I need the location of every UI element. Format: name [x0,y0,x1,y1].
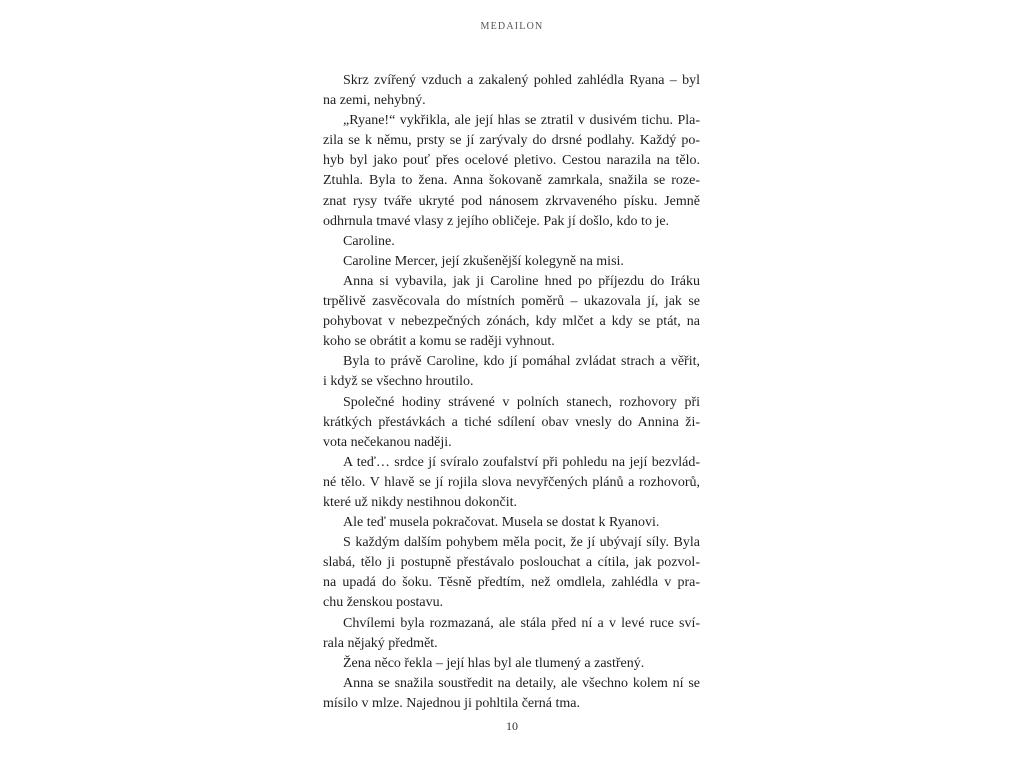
text-line: né tělo. V hlavě se jí rojila slova nevyřčených plánů a rozhovorů, [323,474,700,490]
text-line: Žena něco řekla – její hlas byl ale tlumený a zastřený. [343,655,645,671]
text-line: na upadá do šoku. Těsně předtím, než omdlela, zahlédla v pra- [323,575,700,591]
text-line: odhrnula tmavé vlasy z jejího obličeje. Pak jí došlo, kdo to je. [323,213,670,229]
text-line: koho se obrátit a komu se raději vyhnout. [323,334,555,350]
text-line: mísilo v mlze. Najednou ji pohltila černá tma. [323,695,580,711]
text-line: Ztuhla. Byla to žena. Anna šokovaně zamrkala, snažila se roze- [323,173,700,189]
text-line: hyb byl jako pouť přes ocelové pletivo. Cestou narazila na tělo. [323,153,700,169]
text-line: Skrz zvířený vzduch a zakalený pohled zahlédla Ryana – byl [343,73,700,88]
text-line: Ale teď musela pokračovat. Musela se dostat k Ryanovi. [343,515,660,531]
text-line: slabá, tělo ji postupně přestávalo poslouchat a cítila, jak pozvol- [323,555,700,571]
text-line: chu ženskou postavu. [323,595,444,611]
text-line: které už nikdy nestihnou dokončit. [323,494,518,510]
text-line: na zemi, nehybný. [323,93,426,109]
text-line: rala nějaký předmět. [323,635,438,651]
text-line: A teď… srdce jí svíralo zoufalství při pohledu na její bezvlád- [343,454,700,470]
text-line: Caroline Mercer, její zkušenější kolegyně na misi. [343,253,624,269]
running-head: MEDAILON [480,21,544,32]
text-line: S každým dalším pohybem měla pocit, že jí ubývají síly. Byla [343,535,700,551]
text-line: Chvílemi byla rozmazaná, ale stála před ní a v levé ruce sví- [343,615,700,631]
text-line: trpělivě zasvěcovala do místních poměrů – ukazovala jí, jak se [323,294,700,310]
text-line: i když se všechno hroutilo. [323,374,474,390]
text-line: krátkých přestávkách a tiché sdílení obav vnesly do Annina ži- [323,414,700,430]
body-text [323,71,700,714]
text-line: „Ryane!“ vykřikla, ale její hlas se ztratil v dusivém tichu. Pla- [343,113,700,129]
text-line: zila se k němu, prsty se jí zarývaly do drsné podlahy. Každý po- [323,133,700,149]
text-line: Byla to právě Caroline, kdo jí pomáhal zvládat strach a věřit, [343,354,700,370]
page-number: 10 [506,719,518,733]
text-line: Anna si vybavila, jak ji Caroline hned po příjezdu do Iráku [343,273,700,289]
text-line: Caroline. [343,233,395,249]
text-line: Anna se snažila soustředit na detaily, ale všechno kolem ní se [343,675,700,691]
text-line: znat rysy tváře ukryté pod nánosem zkrvaveného písku. Jemně [323,193,700,209]
text-line: pohybovat v nebezpečných zónách, kdy mlčet a kdy se ptát, na [323,314,700,330]
text-line: Společné hodiny strávené v polních stanech, rozhovory při [343,394,700,410]
text-line: vota nečekanou naději. [323,434,452,450]
